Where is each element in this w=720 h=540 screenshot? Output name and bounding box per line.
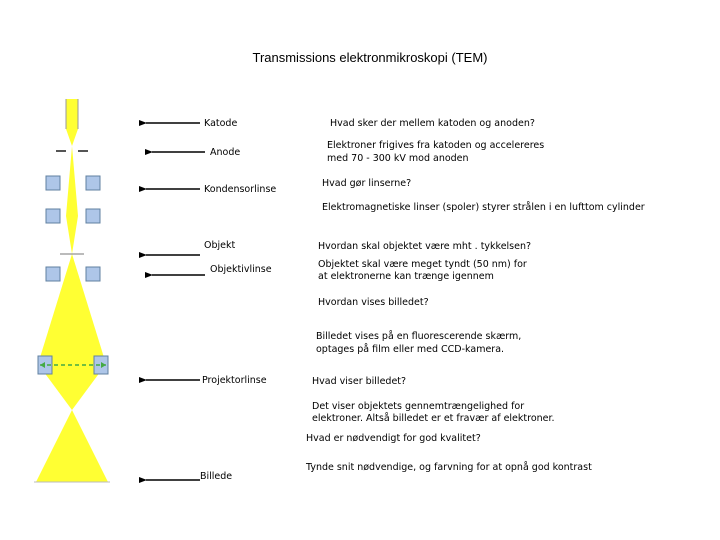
question-linser: Hvad gør linserne? xyxy=(322,178,412,189)
answer-billede-line2: optages på film eller med CCD-kamera. xyxy=(316,344,505,355)
answer-katode-anode-line2: med 70 - 300 kV mod anoden xyxy=(327,153,469,164)
answer-kvalitet: Tynde snit nødvendige, og farvning for at opnå god kontrast xyxy=(306,462,592,473)
label-katode: Katode xyxy=(204,118,238,129)
question-billede: Hvordan vises billedet? xyxy=(318,297,429,308)
label-anode: Anode xyxy=(210,147,241,158)
question-viser: Hvad viser billedet? xyxy=(312,376,407,387)
electron-beam xyxy=(36,99,108,482)
label-objektivlinse: Objektivlinse xyxy=(210,264,272,275)
question-katode-anode: Hvad sker der mellem katoden og anoden? xyxy=(330,118,535,129)
answer-billede-line1: Billedet vises på en fluorescerende skærm, xyxy=(316,331,522,342)
answer-katode-anode-line1: Elektroner frigives fra katoden og accelereres xyxy=(327,140,545,151)
answer-objekt-line2: at elektronerne kan trænge igennem xyxy=(318,271,494,282)
pointer-arrows xyxy=(146,123,205,480)
page-title: Transmissions elektronmikroskopi (TEM) xyxy=(252,50,488,65)
label-kondensorlinse: Kondensorlinse xyxy=(204,184,277,195)
answer-viser-line1: Det viser objektets gennemtrængelighed for xyxy=(312,401,525,412)
answer-objekt-line1: Objektet skal være meget tyndt (50 nm) for xyxy=(318,259,527,270)
answer-linser: Elektromagnetiske linser (spoler) styrer strålen i en lufttom cylinder xyxy=(322,202,645,213)
label-projektorlinse: Projektorlinse xyxy=(202,375,267,386)
answer-viser-line2: elektroner. Altså billedet er et fravær af elektroner. xyxy=(312,413,555,424)
question-kvalitet: Hvad er nødvendigt for god kvalitet? xyxy=(306,433,481,444)
label-billede: Billede xyxy=(200,471,233,482)
question-objekt: Hvordan skal objektet være mht . tykkelsen? xyxy=(318,241,532,252)
label-objekt: Objekt xyxy=(204,240,236,251)
